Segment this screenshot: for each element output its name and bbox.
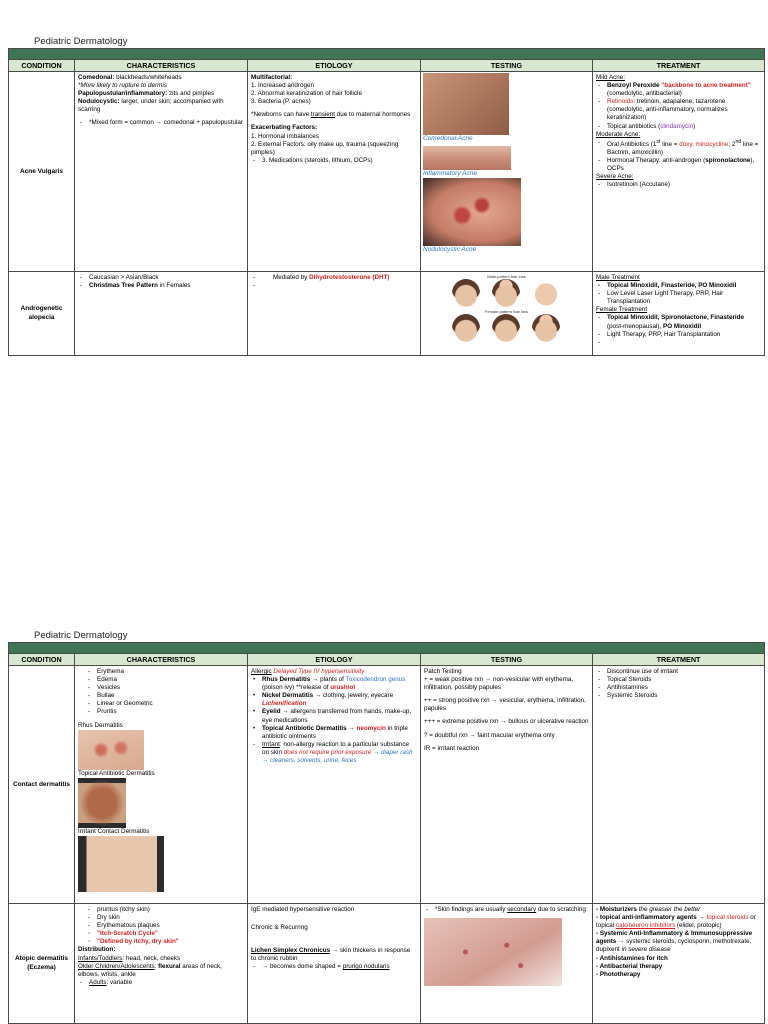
figure-caption: Female-pattern hair loss [484, 309, 529, 315]
table-row-alopecia [9, 272, 765, 356]
header-treatment: TREATMENT [593, 60, 765, 72]
characteristics-cell: Comedonal: blackheads/whiteheads *More likely to rupture to dermis Papulopustular/inflammatory: zits and pimples Nodulocystic: larger, under skin; accompanied with scarring - *Mixed form = common → comedonal + papulopustular [75, 72, 248, 272]
header-characteristics: CHARACTERISTICS [75, 60, 248, 72]
head-illustration [452, 279, 480, 307]
condition-cell: Contact dermatitis [9, 666, 75, 904]
nodulocystic-acne-photo [423, 178, 521, 246]
characteristics-cell: - Caucasian > Asian/Black - Christmas Tree Pattern in Females [75, 272, 248, 356]
testing-cell [421, 72, 593, 272]
etiology-cell: Multifactorial: 1. Increased androgen 2. Abnormal keratinization of hair follicle 3. Bacteria (P. acnes) *Newborns can have transient due to maternal hormones Exacerbating Factors: 1. Hormonal imbalances 2. External Factors: oily make up, trauma (squeezing pimples) - 3. Medications (steroids, lithium, OCPs) [248, 72, 421, 272]
treatment-cell: Male Treatment - Topical Minoxidil, Finasteride, PO Minoxidil - Low Level Laser Light Therapy, PRP, Hair Transplantation Female Treatment - Topical Minoxidil, Spironolactone, Finasteride (post-menopausal), PO Minoxidil - Light Therapy, PRP, Hair Transplantation [593, 272, 765, 356]
etiology-cell: IgE mediated hypersensitive reaction Chronic & Recurring Lichen Simplex Chronicus → skin thickens in response to chronic rubbin - → becomes dome shaped = prurigo nodularis [248, 904, 421, 1024]
treatment-cell: - Discontinue use of irritant - Topical Steroids - Antihistamines - Systemic Steroids [593, 666, 765, 904]
table-header-row [9, 60, 765, 72]
characteristics-cell: - pruritus (itchy skin) - Dry skin - Erythematous plaques - "Itch-Scratch Cycle" - "Defined by itchy, dry skin" Distribution: Infants/Toddlers: head, neck, cheeks Older Children/Adolescents: flexural areas of neck, elbows, wrists, ankle - Adults: variable [75, 904, 248, 1024]
male-hair-loss-figure [452, 279, 562, 307]
dermatology-table-1 [8, 48, 765, 356]
treatment-cell: - Moisturizers the greasier the better - topical anti-inflammatory agents → topical steroids or topical calcineuron inhibitors (elidel, protopic) - Systemic Anti-Inflammatory & Immunosuppressive agents → systemic steroids, cyclosporin, methotrexate, dupixent in severe disease - Antihistamines for itch - Antibacterial therapy - Phototherapy [593, 904, 765, 1024]
figure-caption: Male-pattern hair loss [487, 274, 526, 280]
irritant-contact-dermatitis-photo [78, 836, 164, 892]
testing-cell [421, 272, 593, 356]
head-illustration [532, 279, 560, 307]
photo-caption: Inflammatory Acne [423, 169, 477, 177]
header-condition: CONDITION [9, 60, 75, 72]
dermatology-table-2 [8, 642, 765, 1024]
condition-cell: Atopic dermatitis (Eczema) [9, 904, 75, 1024]
photo-caption: Nodulocystic Acne [423, 245, 477, 253]
table-row-contact-dermatitis [9, 666, 765, 904]
header-etiology: ETIOLOGY [248, 654, 421, 666]
female-hair-loss-figure [452, 314, 562, 342]
table-banner [9, 643, 765, 654]
condition-cell: Androgenetic alopecia [9, 272, 75, 356]
header-treatment: TREATMENT [593, 654, 765, 666]
head-illustration [492, 314, 520, 342]
table-row-acne [9, 72, 765, 272]
table-header-row [9, 654, 765, 666]
rhus-dermatitis-photo [78, 730, 144, 770]
treatment-cell: Mild Acne: - Benzoyl Peroxide "backbone to acne treatment" (comedolytic, antibacterial) - Retinoids: tretinoin, adapalene, tazarotene (comedolytic, anti-inflammatory, normalizes keratinization) - Topical antibiotics (clindamycin) Moderate Acne: - Oral Antibiotics (1st line = doxy, minocycline; 2nd line = Bactrim, amoxicillin) - Hormonal Therapy: anti-androgen (spironolactone), OCPs Severe Acne: - Isotretinoin (Accutane) [593, 72, 765, 272]
header-testing: TESTING [421, 60, 593, 72]
header-condition: CONDITION [9, 654, 75, 666]
eczema-photo [424, 918, 562, 986]
comedonal-acne-photo [423, 73, 509, 135]
testing-cell: - *Skin findings are usually secondary due to scratching [421, 904, 593, 1024]
testing-cell: Patch Testing + = weak positive rxn → non-vesicular with erythema, infiltration, possibly papules ++ = strong positive rxn → vesicular, erythema, infiltration, papules +++ = extreme positive rxn → bullous or ulcerative reaction ? = doubtful rxn → faint macular erythema only IR = irritant reaction [421, 666, 593, 904]
table-row-atopic-dermatitis [9, 904, 765, 1024]
etiology-cell: Allergic Delayed Type IV hypersensitivity • Rhus Dermatitis → plants of Toxicodendron genus (poison ivy) **release of urushiol • Nickel Dermatitis → clothing, jewelry, eyecare Lichenification • Eyelid → allergens transferred from hands, make-up, eye medications • Topical Antibiotic Dermatitis → neomycin in triple antibiotic ointments - Irritant: non-allergy reaction to a particular substance on skin does not require prior exposure → diaper rash → cleaners, solvents, urine, feces [248, 666, 421, 904]
head-illustration [452, 314, 480, 342]
header-testing: TESTING [421, 654, 593, 666]
inflammatory-acne-photo [423, 146, 511, 170]
table-banner [9, 49, 765, 60]
condition-cell: Acne Vulgaris [9, 72, 75, 272]
header-etiology: ETIOLOGY [248, 60, 421, 72]
head-illustration [492, 279, 520, 307]
header-characteristics: CHARACTERISTICS [75, 654, 248, 666]
photo-caption: Comedonal Acne [423, 135, 473, 143]
etiology-cell: - Mediated by Dihydrotestosterone (DHT) [248, 272, 421, 356]
page-title: Pediatric Dermatology [34, 630, 128, 641]
head-illustration [532, 314, 560, 342]
topical-antibiotic-dermatitis-photo [78, 778, 126, 828]
characteristics-cell: - Erythema - Edema - Vesicles - Bullae - Linear or Geometric - Pruritis Rhus Dermatitis Topical Antibiotic Dermatitis Irritant Contact Dermatitis [75, 666, 248, 904]
page-title: Pediatric Dermatology [34, 36, 128, 47]
